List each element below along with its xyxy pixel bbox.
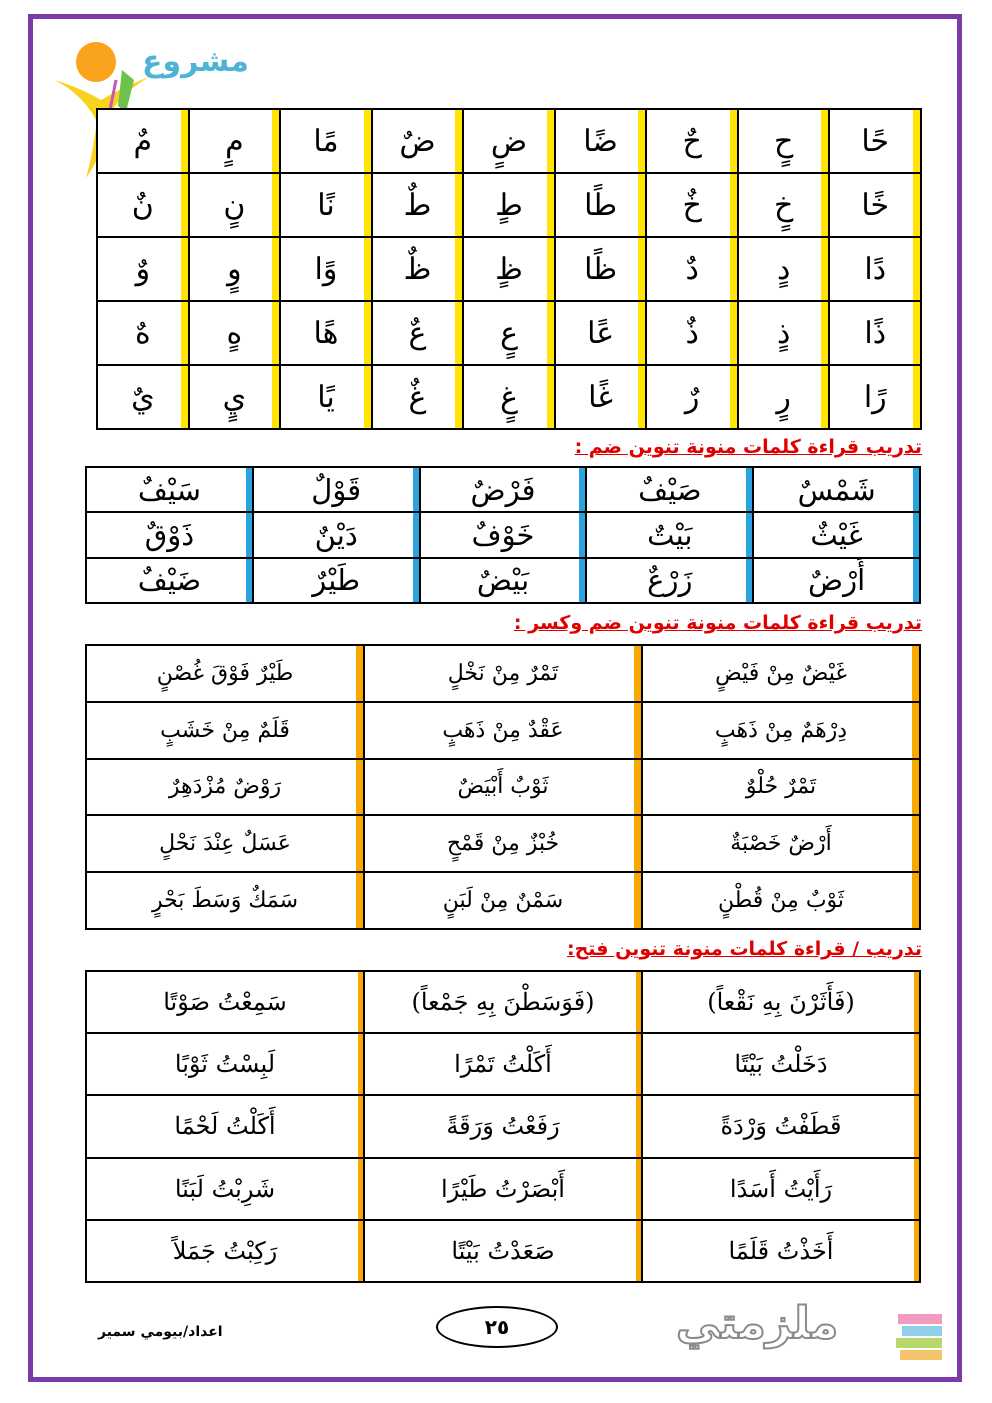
table-cell: (فَوَسَطْنَ بِهِ جَمْعاً): [364, 971, 642, 1033]
table-cell: طٍ: [463, 173, 555, 237]
table-cell: عًا: [555, 301, 647, 365]
table-cell: هٌ: [97, 301, 189, 365]
table-cell: حًا: [829, 109, 921, 173]
table-cell: رَفَعْتُ وَرَقَةً: [364, 1095, 642, 1157]
table-cell: أَبْصَرْتُ طَيْرًا: [364, 1158, 642, 1220]
table-cell: قَطَفْتُ وَرْدَةً: [642, 1095, 920, 1157]
table-cell: رٍ: [738, 365, 830, 429]
table-cell: (فَأَثَرْنَ بِهِ نَقْعاً): [642, 971, 920, 1033]
table-cell: دَيْنٌ: [253, 512, 420, 557]
tanween-damm-words-table: [85, 466, 921, 604]
table-row: [86, 971, 920, 1033]
table-cell: رًا: [829, 365, 921, 429]
table-cell: ضَيْفٌ: [86, 558, 253, 603]
table-cell: وٍ: [189, 237, 281, 301]
table-cell: صَعَدْتُ بَيْتًا: [364, 1220, 642, 1282]
table-cell: ظٍ: [463, 237, 555, 301]
table-row: [97, 173, 921, 237]
table-cell: غٌ: [372, 365, 464, 429]
author-credit: اعداد/بيومي سمير: [98, 1324, 223, 1340]
table-cell: أَكَلْتُ تَمْرًا: [364, 1033, 642, 1095]
table-cell: أَخَذْتُ قَلَمًا: [642, 1220, 920, 1282]
table-cell: طًا: [555, 173, 647, 237]
table-row: [86, 645, 920, 702]
table-cell: ضٍ: [463, 109, 555, 173]
table-cell: ظًا: [555, 237, 647, 301]
table-cell: وٌ: [97, 237, 189, 301]
table-cell: أَرْضٌ خَصْبَةٌ: [642, 815, 920, 872]
table-row: [86, 1033, 920, 1095]
table-cell: دَخَلْتُ بَيْتًا: [642, 1033, 920, 1095]
table-cell: تَمْرٌ مِنْ نَخْلٍ: [364, 645, 642, 702]
table-cell: دِرْهَمٌ مِنْ ذَهَبٍ: [642, 702, 920, 759]
table-cell: غٍ: [463, 365, 555, 429]
table-cell: شَمْسٌ: [753, 467, 920, 512]
tanween-fath-sentences-table: [85, 970, 921, 1283]
table-cell: ظٌ: [372, 237, 464, 301]
table-cell: مٌ: [97, 109, 189, 173]
table-cell: ذَوْقٌ: [86, 512, 253, 557]
table-cell: سَمِعْتُ صَوْتًا: [86, 971, 364, 1033]
table-row: [97, 109, 921, 173]
table-cell: رَوْضٌ مُزْدَهِرٌ: [86, 759, 364, 816]
table-cell: غًا: [555, 365, 647, 429]
table-cell: عَقْدٌ مِنْ ذَهَبٍ: [364, 702, 642, 759]
tanween-damm-kasr-phrases-table: [85, 644, 921, 930]
table-cell: بَيْضٌ: [420, 558, 587, 603]
table-cell: ذٌ: [646, 301, 738, 365]
table-row: [86, 872, 920, 929]
table-cell: يٍ: [189, 365, 281, 429]
table-cell: طَيْرٌ فَوْقَ غُصْنٍ: [86, 645, 364, 702]
table-cell: ثَوْبٌ أَبْيَضٌ: [364, 759, 642, 816]
table-cell: هًا: [280, 301, 372, 365]
table-cell: رَكِبْتُ جَمَلاً: [86, 1220, 364, 1282]
section3-heading: تدريب / قراءة كلمات منونة تنوين فتح:: [566, 938, 922, 960]
table-cell: لَبِسْتُ ثَوْبًا: [86, 1033, 364, 1095]
table-cell: رٌ: [646, 365, 738, 429]
table-cell: أَكَلْتُ لَحْمًا: [86, 1095, 364, 1157]
table-cell: نًا: [280, 173, 372, 237]
table-cell: غَيْضٌ مِنْ فَيْضٍ: [642, 645, 920, 702]
page-number: ٢٥: [436, 1306, 558, 1348]
table-row: [97, 237, 921, 301]
table-row: [86, 702, 920, 759]
table-cell: زَرْعٌ: [586, 558, 753, 603]
table-cell: خًا: [829, 173, 921, 237]
table-row: [86, 815, 920, 872]
table-cell: خُبْزٌ مِنْ قَمْحٍ: [364, 815, 642, 872]
table-cell: عٍ: [463, 301, 555, 365]
table-cell: وًا: [280, 237, 372, 301]
table-cell: مًا: [280, 109, 372, 173]
table-cell: يًا: [280, 365, 372, 429]
table-cell: نٌ: [97, 173, 189, 237]
table-cell: قَلَمٌ مِنْ خَشَبٍ: [86, 702, 364, 759]
table-cell: رَأَيْتُ أَسَدًا: [642, 1158, 920, 1220]
table-cell: عَسَلٌ عِنْدَ نَحْلٍ: [86, 815, 364, 872]
table-cell: دٌ: [646, 237, 738, 301]
section2-heading: تدريب قراءة كلمات منونة تنوين ضم وكسر :: [513, 612, 922, 634]
table-row: [86, 759, 920, 816]
table-cell: سَيْفٌ: [86, 467, 253, 512]
table-cell: سَمَكٌ وَسَطَ بَحْرٍ: [86, 872, 364, 929]
table-cell: غَيْثٌ: [753, 512, 920, 557]
table-row: [86, 558, 920, 603]
table-row: [86, 1095, 920, 1157]
table-cell: دًا: [829, 237, 921, 301]
table-cell: دٍ: [738, 237, 830, 301]
table-cell: حٌ: [646, 109, 738, 173]
table-cell: تَمْرٌ حُلْوٌ: [642, 759, 920, 816]
logo-text: مشروع: [142, 44, 249, 79]
table-cell: أَرْضٌ: [753, 558, 920, 603]
table-cell: بَيْتٌ: [586, 512, 753, 557]
table-row: [86, 512, 920, 557]
table-cell: صَيْفٌ: [586, 467, 753, 512]
table-cell: نٍ: [189, 173, 281, 237]
table-cell: ثَوْبٌ مِنْ قُطْنٍ: [642, 872, 920, 929]
letters-table: [96, 108, 922, 430]
table-cell: فَرْضٌ: [420, 467, 587, 512]
table-cell: قَوْلٌ: [253, 467, 420, 512]
table-cell: عٌ: [372, 301, 464, 365]
table-row: [86, 467, 920, 512]
table-cell: ذٍ: [738, 301, 830, 365]
table-cell: طَيْرٌ: [253, 558, 420, 603]
table-row: [97, 301, 921, 365]
table-row: [86, 1158, 920, 1220]
table-cell: سَمْنٌ مِنْ لَبَنٍ: [364, 872, 642, 929]
table-cell: ضًا: [555, 109, 647, 173]
table-cell: هٍ: [189, 301, 281, 365]
watermark-logo: ملزمتي: [676, 1298, 839, 1349]
table-cell: ضٌ: [372, 109, 464, 173]
table-cell: خٍ: [738, 173, 830, 237]
table-cell: مٍ: [189, 109, 281, 173]
table-cell: حٍ: [738, 109, 830, 173]
table-cell: يٌ: [97, 365, 189, 429]
table-cell: شَرِبْتُ لَبَنًا: [86, 1158, 364, 1220]
table-cell: خٌ: [646, 173, 738, 237]
table-cell: خَوْفٌ: [420, 512, 587, 557]
section1-heading: تدريب قراءة كلمات منونة تنوين ضم :: [574, 436, 922, 458]
table-cell: ذًا: [829, 301, 921, 365]
table-row: [97, 365, 921, 429]
table-row: [86, 1220, 920, 1282]
table-cell: طٌ: [372, 173, 464, 237]
